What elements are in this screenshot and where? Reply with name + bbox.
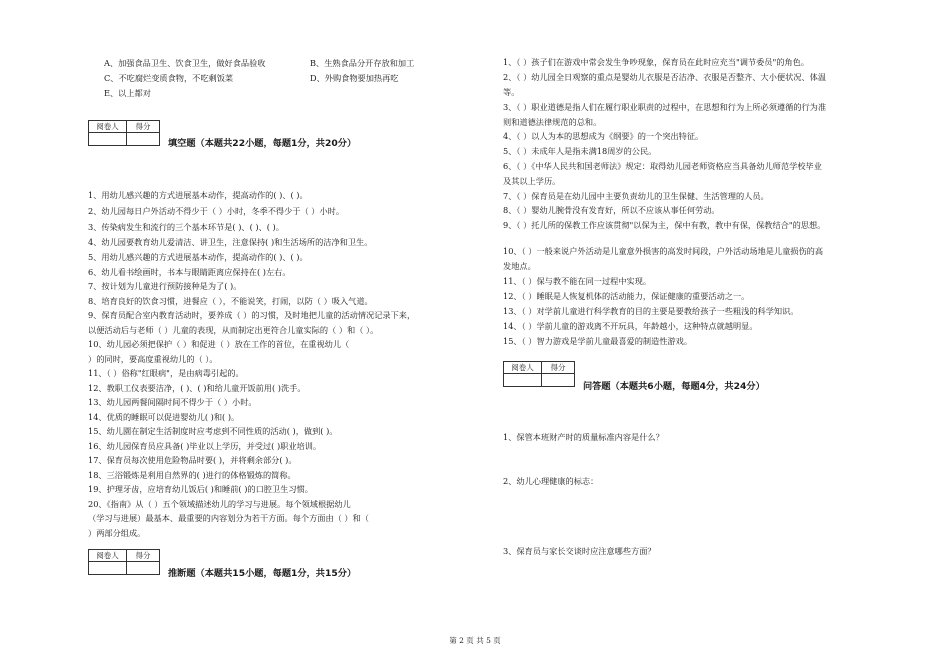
- judgment-line: 10、（ ）一般来说户外活动是儿童意外损害的高发时间段，户外活动场地是儿童损伤的高: [503, 246, 824, 256]
- fill-blank-line: 14、优质的睡眠可以促进婴幼儿( )和( )。: [88, 412, 240, 422]
- judgment-line: 等。: [503, 87, 520, 97]
- judgment-line: 7、（ ）保育员是在幼儿园中主要负责幼儿的卫生保健、生活管理的人员。: [503, 191, 769, 201]
- fill-blank-line: 12、教职工仪表要洁净，( )、( )和给儿童开饭前用( )洗手。: [88, 383, 306, 393]
- fill-blank-line: 1、用幼儿感兴趣的方式进展基本动作，提高动作的( )、( )。: [88, 190, 308, 200]
- reviewer-label: 阅卷人: [89, 121, 127, 133]
- fill-blank-line: 9、保育员配合室内教育活动时，要养成（ ）的习惯，及时地把儿童的活动情况记录下来，: [88, 310, 416, 320]
- judgment-line: 1、（ ）孩子们在游戏中常会发生争吵现象，保育员在此时应充当"调节委员"的角色。: [503, 57, 809, 67]
- judgment-title: 推断题（本题共15小题，每题1分，共15分）: [168, 568, 357, 579]
- score-box-fill: [88, 120, 160, 146]
- fill-blank-line: 10、幼儿园必须把保护（ ）和促进（ ）放在工作的首位，在重视幼儿（: [88, 339, 350, 349]
- reviewer-label: 阅卷人: [89, 550, 127, 562]
- judgment-line: 8、（ ）婴幼儿腕骨没有发育好，所以不应该从事任何劳动。: [503, 205, 720, 215]
- fill-blank-line: 19、护理牙齿，应培育幼儿饭后( )和睡前( )的口腔卫生习惯。: [88, 484, 313, 494]
- fill-blank-line: （学习与进展）最基本、最重要的内容划分为若干方面。每个方面由（ ）和（: [88, 513, 369, 523]
- option-d: D、外购食物要加热再吃: [310, 73, 399, 83]
- fill-blank-line: 13、幼儿园两餐间隔时间不得少于（ ）小时。: [88, 397, 257, 407]
- judgment-line: 4、（ ）以人为本的思想成为《纲要》的一个突出特征。: [503, 131, 704, 141]
- judgment-line: 6、（ ）《中华人民共和国老师法》规定：取得幼儿园老师资格应当具备幼儿师范学校毕业: [503, 161, 822, 171]
- option-b: B、生熟食品分开存放和加工: [310, 58, 415, 68]
- judgment-line: 及其以上学历。: [503, 176, 561, 186]
- score-blank: [89, 562, 127, 574]
- fill-blank-line: 6、幼儿看书绘画时，书本与眼睛距离应保持在( )左右。: [88, 267, 291, 277]
- judgment-line: 发地点。: [503, 261, 536, 271]
- fill-blank-line: 2、幼儿园每日户外活动不得少于（ ）小时，冬季不得少于（ ）小时。: [88, 206, 345, 216]
- judgment-line: 9、（ ）托儿所的保教工作应该贯彻"以保为主，保中有教，教中有保，保教结合"的思想。: [503, 220, 826, 230]
- score-label: 得分: [542, 362, 574, 374]
- score-label: 得分: [127, 550, 159, 562]
- qa-question-3: 3、保育员与家长交谈时应注意哪些方面？: [503, 546, 656, 556]
- score-blank: [504, 374, 542, 386]
- judgment-line: 11、（ ）保与教不能在同一过程中实现。: [503, 276, 652, 286]
- option-e: E、以上都对: [104, 88, 151, 98]
- fill-blank-line: 16、幼儿园保育员应具备( )毕业以上学历，并受过( )职业培训。: [88, 441, 322, 451]
- judgment-line: 则和道德法律规范的总和。: [503, 117, 602, 127]
- fill-blank-line: ）的同时，要高度重视幼儿的（ ）。: [88, 354, 218, 364]
- page-footer: 第 2 页 共 5 页: [449, 636, 501, 645]
- judgment-line: 14、（ ）学前儿童的游戏离不开玩具，年龄越小，这种特点就越明显。: [503, 321, 758, 331]
- fill-blank-title: 填空题（本题共22小题，每题1分，共20分）: [168, 138, 357, 149]
- judgment-line: 13、（ ）对学前儿童进行科学教育的目的主要是要教给孩子一些粗浅的科学知识。: [503, 306, 799, 316]
- qa-question-2: 2、幼儿心理健康的标志：: [503, 476, 599, 486]
- score-box-qa: [503, 361, 575, 387]
- fill-blank-line: 以便活动后与老师（ ）儿童的表现，从而制定出更符合儿童实际的（ ）和（ ）。: [88, 325, 379, 335]
- qa-question-1: 1、保管本班财产时的质量标准内容是什么？: [503, 432, 664, 442]
- option-a: A、加强食品卫生、饮食卫生，做好食品验收: [104, 58, 266, 68]
- fill-blank-line: 7、按计划为儿童进行预防接种是为了( )。: [88, 281, 242, 291]
- fill-blank-line: 8、培育良好的饮食习惯，进餐应（ ），不能说笑，打闹，以防（ ）吸入气道。: [88, 296, 373, 306]
- score-box-judgment: [88, 549, 160, 575]
- qa-title: 问答题（本题共6小题，每题4分，共24分）: [583, 381, 765, 392]
- fill-blank-line: 3、传染病发生和流行的三个基本环节是( )、( )、( )。: [88, 222, 284, 232]
- fill-blank-line: 5、用幼儿感兴趣的方式进展基本动作，提高动作的( )、( )。: [88, 252, 308, 262]
- score-label: 得分: [127, 121, 159, 133]
- judgment-line: 5、（ ）未成年人是指未满18周岁的公民。: [503, 146, 657, 156]
- fill-blank-line: 15、幼儿園在制定生活制度时应考虑到不同性质的活动( )，做到( )。: [88, 426, 338, 436]
- judgment-line: 15、（ ）智力游戏是学前儿童最喜爱的制造性游戏。: [503, 336, 693, 346]
- fill-blank-line: ）两部分组成。: [88, 528, 146, 538]
- reviewer-label: 阅卷人: [504, 362, 542, 374]
- judgment-line: 12、（ ）睡眠是人恢复机体的活动能力，保证健康的重要活动之一。: [503, 291, 750, 301]
- judgment-line: 3、（ ）职业道德是指人们在履行职业职责的过程中，在思想和行为上所必须遵循的行为准: [503, 102, 827, 112]
- option-c: C、不吃腐烂变质食物，不吃剩饭菜: [104, 73, 234, 83]
- score-blank: [89, 133, 127, 145]
- fill-blank-line: 4、幼儿园要教育幼儿爱清洁、讲卫生，注意保持( )和生活场所的洁净和卫生。: [88, 237, 373, 247]
- fill-blank-line: 20、《指南》从（ ）五个领域描述幼儿的学习与进展。每个领域根据幼儿: [88, 499, 351, 509]
- fill-blank-line: 18、三浴锻炼是利用自然界的( )进行的体格锻炼的简称。: [88, 470, 296, 480]
- judgment-line: 2、（ ）幼儿园全日观察的重点是婴幼儿衣服是否洁净、衣服是否整齐、大小便状况、体温: [503, 72, 827, 82]
- fill-blank-line: 11、（ ）俗称"红眼病"，是由病毒引起的。: [88, 368, 244, 378]
- fill-blank-line: 17、保育员每次使用危险物品时要( )，并将剩余部分( )。: [88, 455, 297, 465]
